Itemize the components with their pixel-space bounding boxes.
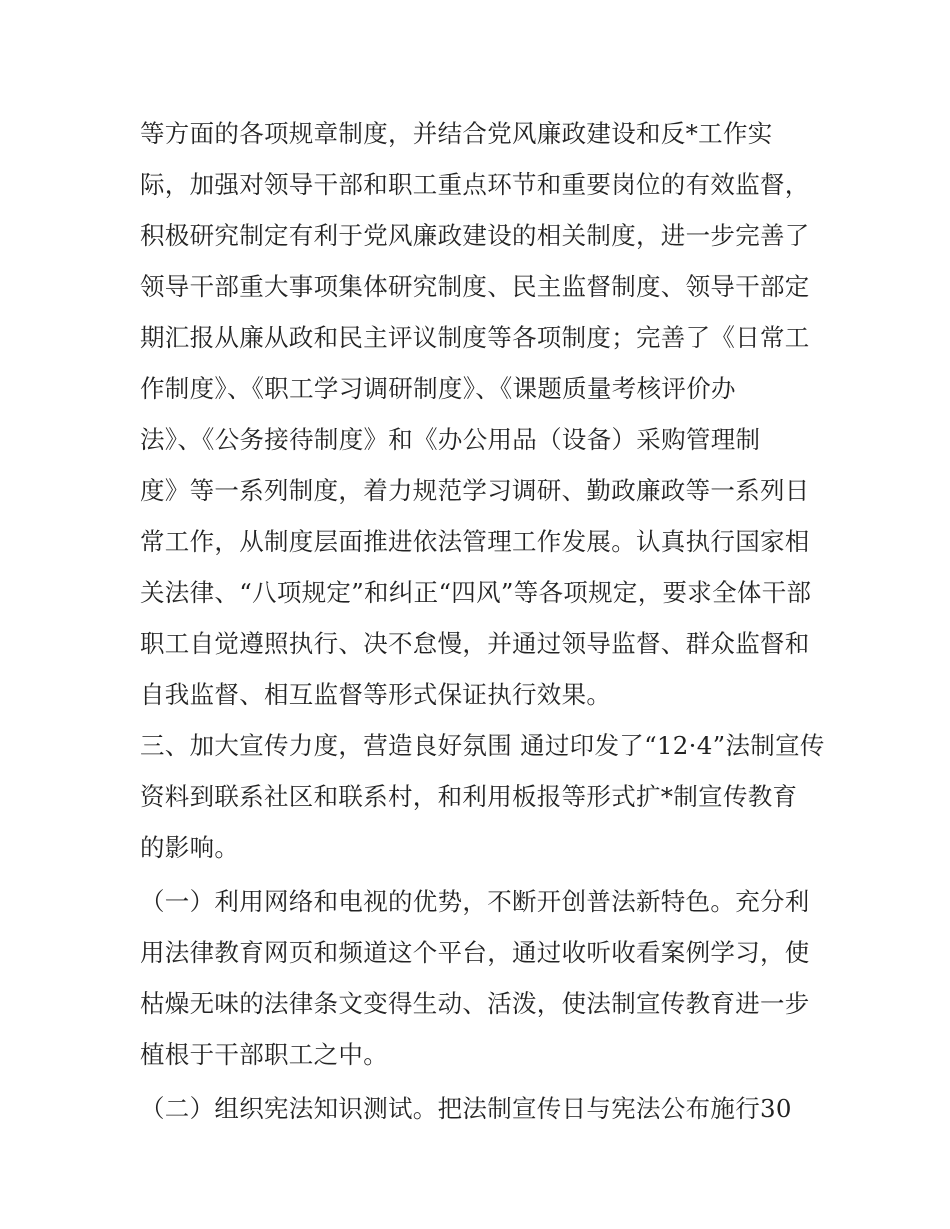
text-line: 常工作，从制度层面推进依法管理工作发展。认真执行国家相 [140,527,810,556]
text-line: 枯燥无味的法律条文变得生动、活泼，使法制宣传教育进一步 [140,989,810,1018]
document-body [140,108,830,1134]
text-line: 植根于干部职工之中。 [140,1040,388,1069]
text-line: 等方面的各项规章制度，并结合党风廉政建设和反*工作实 [140,119,773,148]
text-line: 用法律教育网页和频道这个平台，通过收听收看案例学习，使 [140,938,810,967]
text-line: 度》等一系列制度，着力规范学习调研、勤政廉政等一系列日 [140,476,810,505]
subsection-line: （一）利用网络和电视的优势，不断开创普法新特色。充分利 [140,887,810,916]
text-line: 积极研究制定有利于党风廉政建设的相关制度，进一步完善了 [140,221,810,250]
text-line: 的影响。 [140,833,240,862]
text-line: 期汇报从廉从政和民主评议制度等各项制度；完善了《日常工 [140,323,810,352]
text-line: 自我监督、相互监督等形式保证执行效果。 [140,680,612,709]
text-line: 法》、《公务接待制度》和《办公用品（设备）采购管理制 [140,425,761,454]
text-line: 作制度》、《职工学习调研制度》、《课题质量考核评价办 [140,374,736,403]
text-line: 职工自觉遵照执行、决不怠慢，并通过领导监督、群众监督和 [140,629,810,658]
text-line: 资料到联系社区和联系村，和利用板报等形式扩*制宣传教育 [140,782,798,811]
text-line: 关法律、“八项规定”和纠正“四风”等各项规定，要求全体干部 [140,578,812,607]
text-line: 领导干部重大事项集体研究制度、民主监督制度、领导干部定 [140,272,810,301]
section-heading-line: 三、加大宣传力度，营造良好氛围 通过印发了“12·4”法制宣传 [140,731,825,760]
subsection-line: （二）组织宪法知识测试。把法制宣传日与宪法公布施行30 [140,1094,792,1123]
text-line: 际，加强对领导干部和职工重点环节和重要岗位的有效监督， [140,170,810,199]
